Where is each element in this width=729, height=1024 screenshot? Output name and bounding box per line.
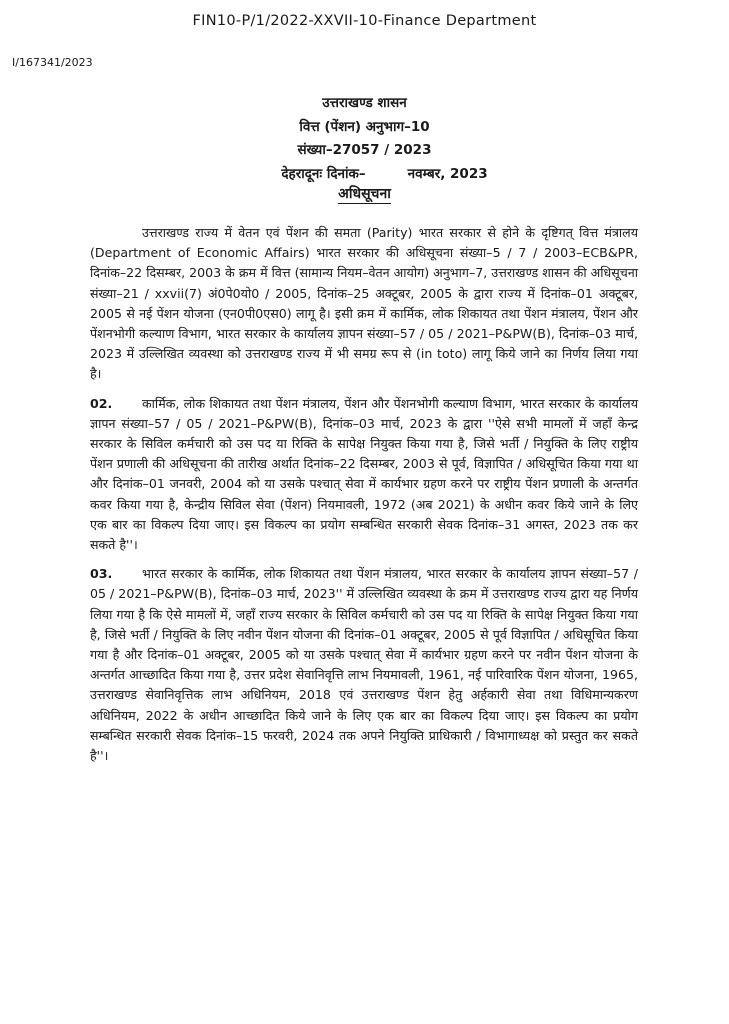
document-id: I/167341/2023 xyxy=(12,56,93,69)
government-name: उत्तराखण्ड शासन xyxy=(322,95,407,111)
notice-title-text: अधिसूचना xyxy=(338,186,391,202)
paragraph-1 xyxy=(90,223,638,385)
department-name: वित्त (पेंशन) अनुभाग–10 xyxy=(299,118,430,135)
paragraph-2 xyxy=(90,394,638,556)
paragraph-2-text: कार्मिक, लोक शिकायत तथा पेंशन मंत्रालय, पेंशन और पेंशनभोगी कल्याण विभाग, भारत सरकार के कार्यालय ज्ञापन संख्या–57 / 05 / 2021–P&PW(B), दिनांक–03 मार्च, 2023 के द्वारा ''ऐसे सभी मामलों में जहाँ केन्द्र सरकार के सिविल कर्मचारी को उस पद या रिक्ति के सापेक्ष नियुक्त किया गया है, जिसे भर्ती / नियुक्ति के लिए राष्ट्रीय पेंशन प्रणाली की अधिसूचना की तारीख अर्थात दिनांक–22 दिसम्बर, 2003 से पूर्व, विज्ञापित / अधिसूचित किया गया था और दिनांक–01 जनवरी, 2004 को या उसके पश्चात् सेवा में कार्यभार ग्रहण करने पर राष्ट्रीय पेंशन प्रणाली के अन्तर्गत कवर किया गया है, केन्द्रीय सिविल सेवा (पेंशन) नियमावली, 1972 (अब 2021) के अधीन कवर किये जाने के लिए एक बार का विकल्प दिया जाए। इस विकल्प का प्रयोग सम्बन्धित सरकारी सेवक दिनांक–31 अगस्त, 2023 तक कर सकते है''। xyxy=(90,395,638,553)
paragraph-1-text: उत्तराखण्ड राज्य में वेतन एवं पेंशन की समता (Parity) भारत सरकार से होने के दृष्टिगत् वित्त मंत्रालय (Department of Economic Affairs) भारत सरकार की अधिसूचना संख्या–5 / 7 / 2003–ECB&PR, दिनांक–22 दिसम्बर, 2003 के क्रम में वित्त (सामान्य नियम–वेतन आयोग) अनुभाग–7, उत्तराखण्ड शासन की अधिसूचना संख्या–21 / xxvii(7) अं0पे0यो0 / 2005, दिनांक–25 अक्टूबर, 2005 के द्वारा राज्य में दिनांक–01 अक्टूबर, 2005 से नई पेंशन योजना (एन0पी0एस0) लागू है। इसी क्रम में कार्मिक, लोक शिकायत तथा पेंशन मंत्रालय, पेंशन और पेंशनभोगी कल्याण विभाग, भारत सरकार के कार्यालय ज्ञापन संख्या–57 / 05 / 2021–P&PW(B), दिनांक–03 मार्च, 2023 में उल्लिखित व्यवस्था को उत्तराखण्ड राज्य में भी समग्र रूप से (in toto) लागू किये जाने का निर्णय लिया गया है। xyxy=(90,225,638,382)
file-reference: FIN10-P/1/2022-XXVII-10-Finance Department xyxy=(192,13,537,29)
notice-title xyxy=(0,184,729,203)
date-line xyxy=(0,163,729,187)
letter-header xyxy=(0,92,729,186)
notice-number: संख्या–27057 / 2023 xyxy=(297,142,432,158)
date-value: नवम्बर, 2023 xyxy=(407,165,488,182)
paragraph-3-text: भारत सरकार के कार्मिक, लोक शिकायत तथा पेंशन मंत्रालय, भारत सरकार के कार्यालय ज्ञापन संख्या–57 / 05 / 2021–P&PW(B), दिनांक–03 मार्च, 2023'' में उल्लिखित व्यवस्था के क्रम में उत्तराखण्ड राज्य द्वारा यह निर्णय लिया गया है कि ऐसे मामलों में, जहाँ राज्य सरकार के सिविल कर्मचारी को उस पद या रिक्ति के सापेक्ष नियुक्त किया गया है, जिसे भर्ती / नियुक्ति के लिए नवीन पेंशन योजना की दिनांक–01 अक्टूबर, 2005 से पूर्व विज्ञापित / अधिसूचित किया गया है और दिनांक–01 अक्टूबर, 2005 को या उसके पश्चात् सेवा में कार्यभार ग्रहण करने पर नवीन पेंशन योजना के अन्तर्गत आच्छादित किया गया है, उत्तर प्रदेश सेवानिवृत्ति लाभ नियमावली, 1961, नई पारिवारिक पेंशन योजना, 1965, उत्तराखण्ड सेवानिवृत्तिक लाभ अधिनियम, 2018 एवं उत्तराखण्ड पेंशन हेतु अर्हकारी सेवा तथा विधिमान्यकरण अधिनियम, 2022 के अधीन आच्छादित किये जाने के लिए एक बार का विकल्प दिया जाए। इस विकल्प का प्रयोग सम्बन्धित सरकारी सेवक दिनांक–15 फरवरी, 2024 तक अपने नियुक्ति प्राधिकारी / विभागाध्यक्ष को प्रस्तुत कर सकते है''। xyxy=(90,566,638,764)
paragraph-2-number: 02. xyxy=(90,395,113,411)
date-label: देहरादूनः दिनांक– xyxy=(281,165,366,182)
notice-body xyxy=(90,223,638,766)
paragraph-3-number: 03. xyxy=(90,566,113,582)
paragraph-3 xyxy=(90,564,638,766)
